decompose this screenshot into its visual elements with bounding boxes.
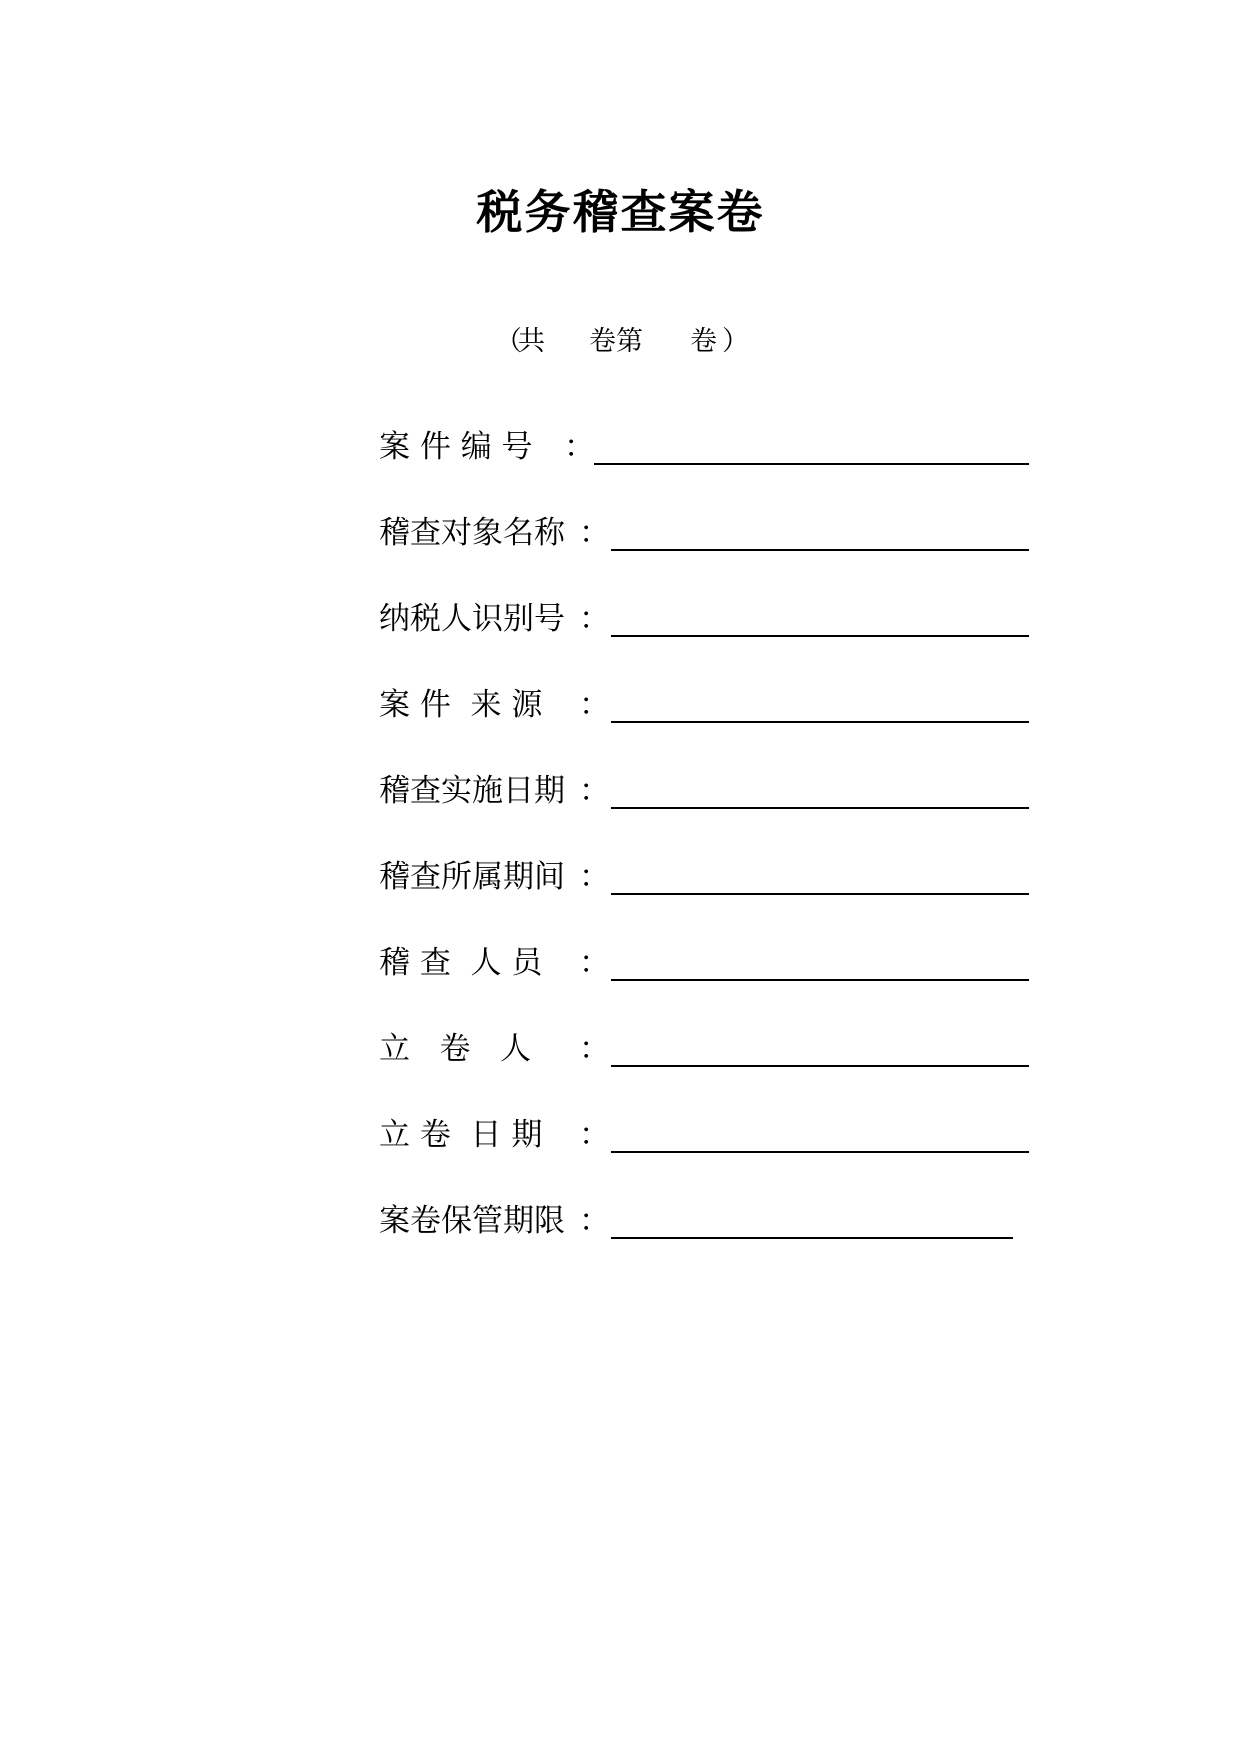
field-colon: ： — [579, 1203, 610, 1239]
field-case-source — [379, 683, 1029, 727]
field-colon: ： — [564, 429, 595, 465]
field-blank-line[interactable] — [611, 549, 1029, 551]
field-colon: ： — [579, 773, 610, 809]
field-colon: ： — [579, 945, 610, 981]
field-blank-line[interactable] — [611, 807, 1029, 809]
field-blank-line[interactable] — [611, 635, 1029, 637]
field-colon: ： — [579, 1117, 610, 1153]
field-label: 稽 查 人 员 — [379, 945, 543, 981]
field-audit-date — [379, 769, 1029, 813]
field-label: 案卷保管期限 — [379, 1203, 565, 1239]
field-label: 稽查所属期间 — [379, 859, 565, 895]
field-blank-line[interactable] — [611, 1151, 1029, 1153]
field-retention-period — [379, 1199, 1029, 1243]
field-blank-line[interactable] — [611, 893, 1029, 895]
field-label: 稽查实施日期 — [379, 773, 565, 809]
field-label: 案 件 编 号 — [379, 429, 533, 465]
field-blank-line[interactable] — [611, 979, 1029, 981]
field-blank-line[interactable] — [611, 1237, 1013, 1239]
field-taxpayer-id — [379, 597, 1029, 641]
field-audit-target-name — [379, 511, 1029, 555]
field-auditors — [379, 941, 1029, 985]
field-colon: ： — [579, 601, 610, 637]
field-colon: ： — [579, 1031, 610, 1067]
field-colon: ： — [579, 859, 610, 895]
volume-close-paren: ） — [722, 326, 749, 357]
field-label: 纳税人识别号 — [379, 601, 565, 637]
field-blank-line[interactable] — [611, 1065, 1029, 1067]
field-blank-line[interactable] — [594, 463, 1029, 465]
volume-number-label: 卷第 — [589, 326, 643, 357]
volume-suffix-label: 卷 — [690, 326, 717, 357]
field-blank-line[interactable] — [611, 721, 1029, 723]
field-label: 立 卷 人 — [379, 1031, 532, 1067]
field-colon: ： — [579, 515, 610, 551]
field-colon: ： — [579, 687, 610, 723]
field-case-number — [379, 425, 1029, 469]
volume-total-label: 共 — [518, 326, 545, 357]
document-title: 税务稽查案卷 — [476, 185, 765, 239]
field-filing-date — [379, 1113, 1029, 1157]
field-label: 立 卷 日 期 — [379, 1117, 543, 1153]
volume-open-paren: （ — [495, 326, 522, 357]
field-label: 案 件 来 源 — [379, 687, 543, 723]
field-label: 稽查对象名称 — [379, 515, 565, 551]
field-audit-period — [379, 855, 1029, 899]
field-filed-by — [379, 1027, 1029, 1071]
